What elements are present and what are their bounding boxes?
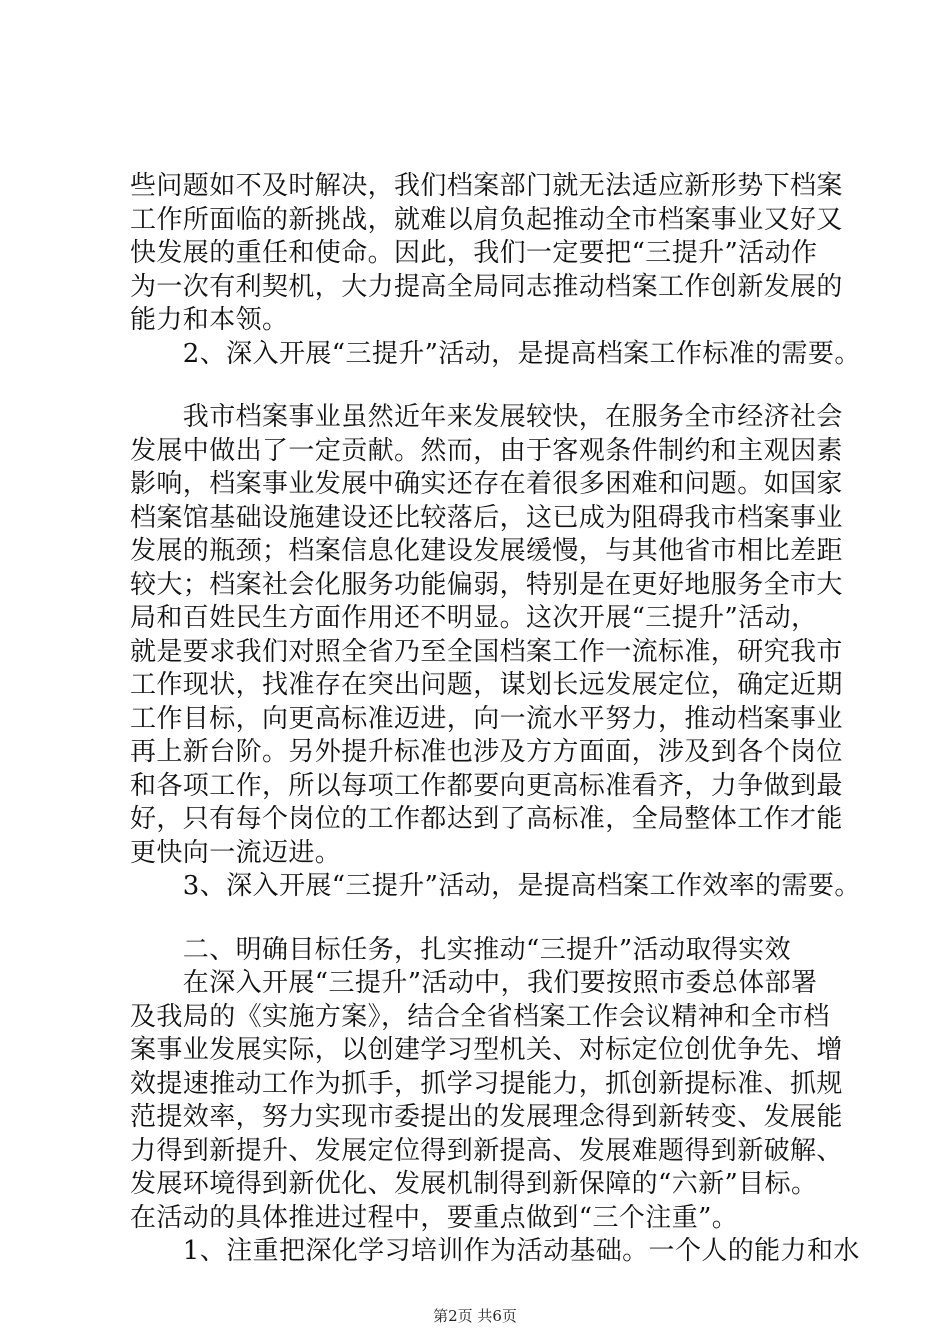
section-heading: 2、深入开展“三提升”活动，是提高档案工作标准的需要。 (130, 338, 861, 369)
body-text (130, 170, 861, 1269)
text-line: 工作目标，向更高标准迈进，向一流水平努力，推动档案事业 (130, 703, 843, 734)
text-line: 档案馆基础设施建设还比较落后，这已成为阻碍我市档案事业 (130, 502, 843, 533)
text-line: 为一次有利契机，大力提高全局同志推动档案工作创新发展的 (130, 271, 843, 302)
text-line: 在活动的具体推进过程中，要重点做到“三个注重”。 (130, 1202, 739, 1233)
text-line: 影响，档案事业发展中确实还存在着很多困难和问题。如国家 (130, 469, 843, 499)
section-heading: 二、明确目标任务，扎实推动“三提升”活动取得实效 (130, 934, 791, 965)
text-line: 在深入开展“三提升”活动中，我们要按照市委总体部署 (130, 968, 818, 998)
text-line: 范提效率，努力实现市委提出的发展理念得到新转变、发展能 (130, 1102, 843, 1132)
text-line: 再上新台阶。另外提升标准也涉及方方面面，涉及到各个岗位 (130, 737, 843, 767)
text-line: 发展环境得到新优化、发展机制得到新保障的“六新”目标。 (130, 1169, 818, 1199)
text-line: 工作现状，找准存在突出问题，谋划长远发展定位，确定近期 (130, 670, 843, 700)
page-footer (0, 1306, 950, 1326)
text-line: 局和百姓民生方面作用还不明显。这次开展“三提升”活动， (130, 603, 818, 633)
text-line: 发展中做出了一定贡献。然而，由于客观条件制约和主观因素 (130, 435, 843, 466)
text-line: 工作所面临的新挑战，就难以肩负起推动全市档案事业又好又 (130, 204, 843, 235)
text-line: 及我局的《实施方案》，结合全省档案工作会议精神和全市档 (130, 1001, 830, 1032)
text-line: 发展的瓶颈；档案信息化建设发展缓慢，与其他省市相比差距 (130, 536, 843, 566)
text-line: 就是要求我们对照全省乃至全国档案工作一流标准，研究我市 (130, 636, 843, 667)
blank-line (130, 904, 830, 934)
text-line: 1、注重把深化学习培训作为活动基础。一个人的能力和水 (130, 1236, 860, 1266)
text-line: 和各项工作，所以每项工作都要向更高标准看齐，力争做到最 (130, 770, 843, 801)
text-line: 更快向一流迈进。 (130, 837, 342, 868)
text-line: 好，只有每个岗位的工作都达到了高标准，全局整体工作才能 (130, 804, 843, 834)
page-number: 第2页 共6页 (433, 1307, 517, 1325)
text-line: 效提速推动工作为抓手，抓学习提能力，抓创新提标准、抓规 (130, 1068, 843, 1099)
text-line: 力得到新提升、发展定位得到新提高、发展难题得到新破解、 (130, 1135, 843, 1166)
text-line: 我市档案事业虽然近年来发展较快，在服务全市经济社会 (130, 402, 843, 432)
text-line: 较大；档案社会化服务功能偏弱，特别是在更好地服务全市大 (130, 569, 843, 600)
text-line: 案事业发展实际，以创建学习型机关、对标定位创优争先、增 (130, 1035, 843, 1065)
text-line: 些问题如不及时解决，我们档案部门就无法适应新形势下档案 (130, 171, 843, 201)
text-line: 快发展的重任和使命。因此，我们一定要把“三提升”活动作 (130, 238, 818, 268)
text-line: 能力和本领。 (130, 305, 289, 335)
blank-line (130, 371, 830, 401)
section-heading: 3、深入开展“三提升”活动，是提高档案工作效率的需要。 (130, 871, 861, 901)
